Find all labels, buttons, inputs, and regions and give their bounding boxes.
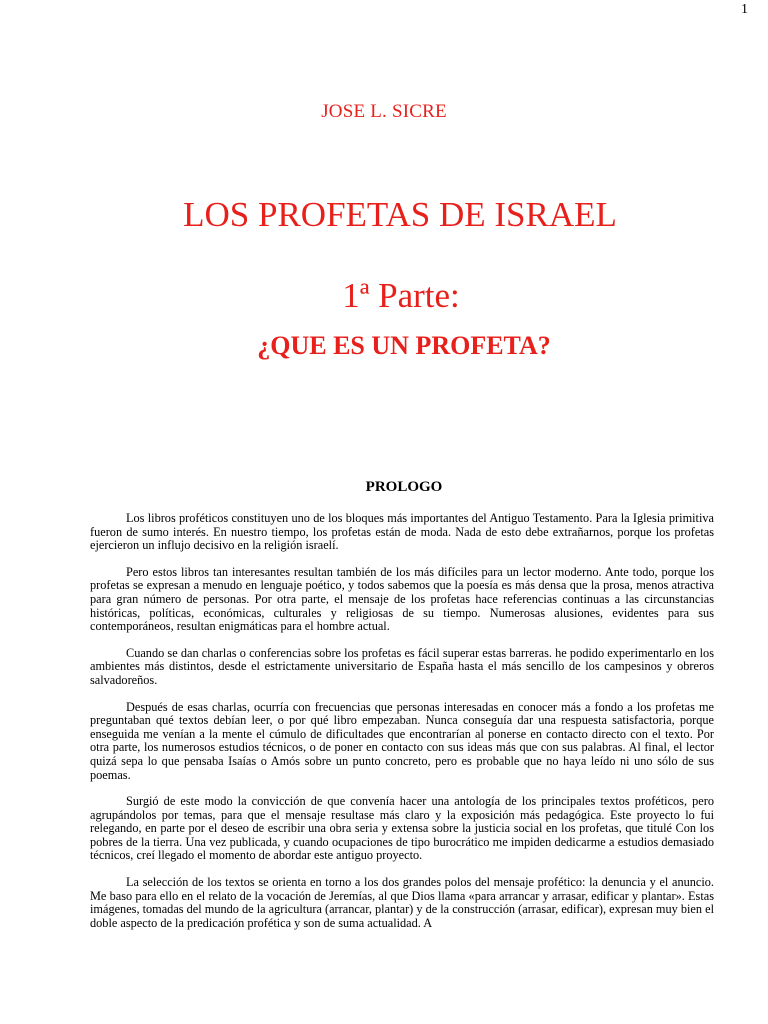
prologue-heading: PROLOGO — [365, 479, 443, 495]
book-title: LOS PROFETAS DE ISRAEL — [183, 195, 617, 234]
part-label: 1ª Parte: — [342, 276, 460, 315]
prologue-body — [90, 512, 714, 943]
prologue-paragraph: Surgió de este modo la convicción de que convenía hacer una antología de los principales textos proféticos, pero agrupándolos por temas, para que el mensaje resultase más claro y la exposición más pedagógica. Este proyecto lo fui relegando, en parte por el deseo de escribir una obra seria y extensa sobre la justicia social en los profetas, que titulé Con los pobres de la tierra. Una vez publicada, y cuando ocupaciones de tipo burocrático me impiden dedicarme a estudios demasiado técnicos, creí llegado el momento de abordar este antiguo proyecto. — [90, 794, 714, 863]
prologue-paragraph: Pero estos libros tan interesantes resultan también de los más difíciles para un lector moderno. Ante todo, porque los profetas se expresan a menudo en lenguaje poético, y todos sabemos que la poesía es más densa que la prosa, menos atractiva para gran número de personas. Por otra parte, el mensaje de los profetas hace referencias continuas a las circunstancias históricas, políticas, económicas, culturales y religiosas de su tiempo. Numerosas alusiones, evidentes para sus contemporáneos, resultan enigmáticas para el hombre actual. — [90, 564, 714, 634]
prologue-paragraph: Cuando se dan charlas o conferencias sobre los profetas es fácil superar estas barreras. he podido experimentarlo en los ambientes más distintos, desde el estrictamente universitario de España hasta el más sencillo de los campesinos y obreros salvadoreños. — [90, 645, 714, 687]
prologue-paragraph: Los libros proféticos constituyen uno de los bloques más importantes del Antiguo Testamento. Para la Iglesia primitiva fueron de sumo interés. En nuestro tiempo, los profetas están de moda. Nada de esto debe extrañarnos, porque los profetas ejercieron un influjo decisivo en la religión israelí. — [90, 511, 714, 553]
author-name: JOSE L. SICRE — [321, 101, 447, 122]
page-number: 1 — [741, 2, 748, 17]
prologue-paragraph: La selección de los textos se orienta en torno a los dos grandes polos del mensaje profético: la denuncia y el anuncio. Me baso para ello en el relato de la vocación de Jeremías, al que Dios llama «para arrancar y arrasar, edificar y plantar». Estas imágenes, tomadas del mundo de la agricultura (arrancar, plantar) y de la construcción (arrasar, edificar), expresan muy bien el doble aspecto de la predicación profética y son de suma actualidad. A — [90, 875, 714, 930]
part-subtitle: ¿QUE ES UN PROFETA? — [257, 331, 551, 360]
prologue-paragraph: Después de esas charlas, ocurría con frecuencias que personas interesadas en conocer más a fondo a los profetas me preguntaban qué textos debían leer, o por qué libro empezaban. Nunca conseguía dar una respuesta satisfactoria, porque enseguida me venían a la mente el cúmulo de dificultades que encontrarían al ponerse en contacto directo con el texto. Por otra parte, los numerosos estudios técnicos, o de poner en contacto con sus ideas más que con sus palabras. Al final, el lector quizá sepa lo que pensaba Isaías o Amós sobre un punto concreto, pero es probable que no haya leído ni uno sólo de sus poemas. — [90, 699, 714, 782]
